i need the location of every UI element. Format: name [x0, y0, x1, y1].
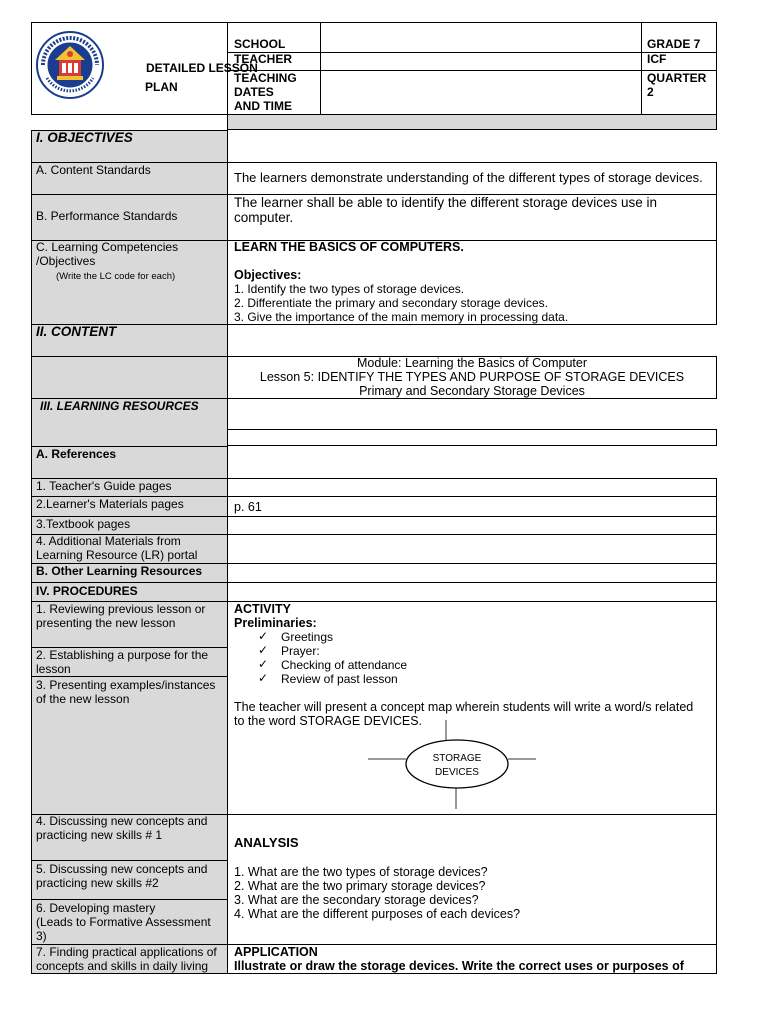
procedure-step-7: 7. Finding practical applications of	[36, 945, 217, 959]
teaching-dates-label-2: DATES	[234, 85, 274, 99]
teachers-guide-cell	[227, 478, 717, 497]
learning-competencies-label-1: C. Learning Competencies	[36, 240, 179, 254]
row-divider	[31, 356, 228, 357]
learning-competencies-label-2: /Objectives	[36, 254, 96, 268]
procedures-heading-cell	[227, 582, 717, 602]
performance-standards-label: B. Performance Standards	[36, 209, 178, 223]
content-standards-label: A. Content Standards	[36, 163, 151, 177]
procedure-step-3-cont: of the new lesson	[36, 692, 130, 706]
teacher-label: TEACHER	[234, 52, 293, 66]
procedures-heading: IV. PROCEDURES	[36, 584, 138, 598]
analysis-question: 2. What are the two primary storage devices?	[234, 879, 486, 893]
lesson-plan-title-line1: DETAILED LESSON	[146, 61, 258, 75]
row-divider	[31, 860, 228, 861]
row-divider	[31, 899, 228, 900]
preliminaries-title: Preliminaries:	[234, 616, 317, 630]
check-icon: ✓	[258, 643, 269, 657]
concept-map-instruction-1: The teacher will present a concept map wherein students will write a word/s related	[234, 700, 694, 714]
textbook-cell	[227, 516, 717, 535]
procedure-step-4: 4. Discussing new concepts and	[36, 814, 208, 828]
competency-title: LEARN THE BASICS OF COMPUTERS.	[234, 240, 464, 254]
analysis-question: 4. What are the different purposes of each devices?	[234, 907, 521, 921]
teaching-dates-field[interactable]	[322, 71, 640, 114]
procedure-step-1: 1. Reviewing previous lesson or	[36, 602, 206, 616]
subject-label: ICF	[647, 52, 667, 66]
analysis-question: 3. What are the secondary storage devices?	[234, 893, 479, 907]
analysis-question: 1. What are the two types of storage devices?	[234, 865, 488, 879]
application-title: APPLICATION	[234, 945, 318, 959]
references-label: A. References	[36, 447, 117, 461]
content-standards-text: The learners demonstrate understanding of the different types of storage devices.	[234, 170, 703, 185]
lesson-title: Lesson 5: IDENTIFY THE TYPES AND PURPOSE OF STORAGE DEVICES	[259, 370, 685, 384]
procedure-step-3: 3. Presenting examples/instances	[36, 678, 216, 692]
learners-materials-label: 2.Learner's Materials pages	[36, 497, 184, 511]
additional-materials-label-2: Learning Resource (LR) portal	[36, 548, 198, 562]
header-gray-bar	[227, 114, 717, 130]
procedure-step-4-cont: practicing new skills # 1	[36, 828, 163, 842]
check-icon: ✓	[258, 629, 269, 643]
resources-blank-cell	[227, 429, 717, 446]
teaching-dates-label-3: AND TIME	[234, 99, 292, 113]
check-icon: ✓	[258, 671, 269, 685]
procedure-step-7-cont: concepts and skills in daily living	[36, 959, 209, 973]
row-divider	[31, 194, 228, 195]
concept-map-label-1: STORAGE	[432, 753, 482, 764]
performance-standards-text-2: computer.	[234, 210, 294, 225]
row-divider	[31, 676, 228, 677]
learners-materials-cell	[227, 496, 717, 517]
grade-level: GRADE 7	[647, 37, 701, 51]
deped-seal-logo	[35, 30, 105, 100]
other-resources-cell	[227, 563, 717, 583]
procedure-step-6-cont: (Leads to Formative Assessment	[36, 915, 211, 929]
procedure-step-2-cont: lesson	[36, 662, 71, 676]
module-title: Module: Learning the Basics of Computer	[357, 356, 587, 370]
procedure-step-5-cont: practicing new skills #2	[36, 876, 159, 890]
checklist-item: Prayer:	[281, 644, 320, 658]
objective-item: 2. Differentiate the primary and secondary storage devices.	[234, 296, 548, 310]
other-resources-label: B. Other Learning Resources	[36, 564, 203, 578]
procedure-step-5: 5. Discussing new concepts and	[36, 862, 208, 876]
check-icon: ✓	[258, 657, 269, 671]
header-divider	[641, 22, 642, 115]
concept-map-label-2: DEVICES	[435, 767, 479, 778]
objectives-heading: I. OBJECTIVES	[36, 130, 133, 145]
performance-standards-text-1: The learner shall be able to identify the different storage devices use in	[234, 195, 658, 210]
additional-materials-label-1: 4. Additional Materials from	[36, 534, 181, 548]
concept-map-instruction-2: to the word STORAGE DEVICES.	[234, 714, 423, 728]
school-field[interactable]	[322, 23, 640, 52]
header-divider	[320, 22, 321, 115]
lc-code-note: (Write the LC code for each)	[56, 271, 176, 282]
procedure-step-6: 6. Developing mastery	[36, 901, 156, 915]
quarter-number: 2	[647, 85, 654, 99]
procedure-step-1-cont: presenting the new lesson	[36, 616, 176, 630]
teacher-field[interactable]	[322, 53, 640, 70]
checklist-item: Review of past lesson	[281, 672, 398, 686]
school-label: SCHOOL	[234, 37, 286, 51]
learners-materials-value: p. 61	[234, 500, 262, 514]
procedure-step-6-cont: 3)	[36, 929, 47, 943]
application-text: Illustrate or draw the storage devices. Write the correct uses or purposes of	[234, 959, 684, 973]
content-heading: II. CONTENT	[36, 324, 117, 339]
quarter-label: QUARTER	[647, 71, 707, 85]
checklist-item: Greetings	[281, 630, 334, 644]
procedure-step-2: 2. Establishing a purpose for the	[36, 648, 209, 662]
activity-title: ACTIVITY	[234, 602, 291, 616]
textbook-label: 3.Textbook pages	[36, 517, 131, 531]
analysis-title: ANALYSIS	[234, 835, 299, 850]
objective-item: 1. Identify the two types of storage devices.	[234, 282, 465, 296]
learning-resources-heading: III. LEARNING RESOURCES	[40, 399, 199, 413]
teaching-dates-label-1: TEACHING	[234, 71, 297, 85]
objectives-title: Objectives:	[234, 268, 302, 282]
teachers-guide-label: 1. Teacher's Guide pages	[36, 479, 172, 493]
lesson-plan-title-line2: PLAN	[145, 80, 178, 94]
checklist-item: Checking of attendance	[281, 658, 408, 672]
objective-item: 3. Give the importance of the main memory in processing data.	[234, 310, 569, 324]
lesson-topic: Primary and Secondary Storage Devices	[359, 384, 585, 398]
row-divider	[31, 582, 228, 583]
additional-materials-cell	[227, 534, 717, 564]
